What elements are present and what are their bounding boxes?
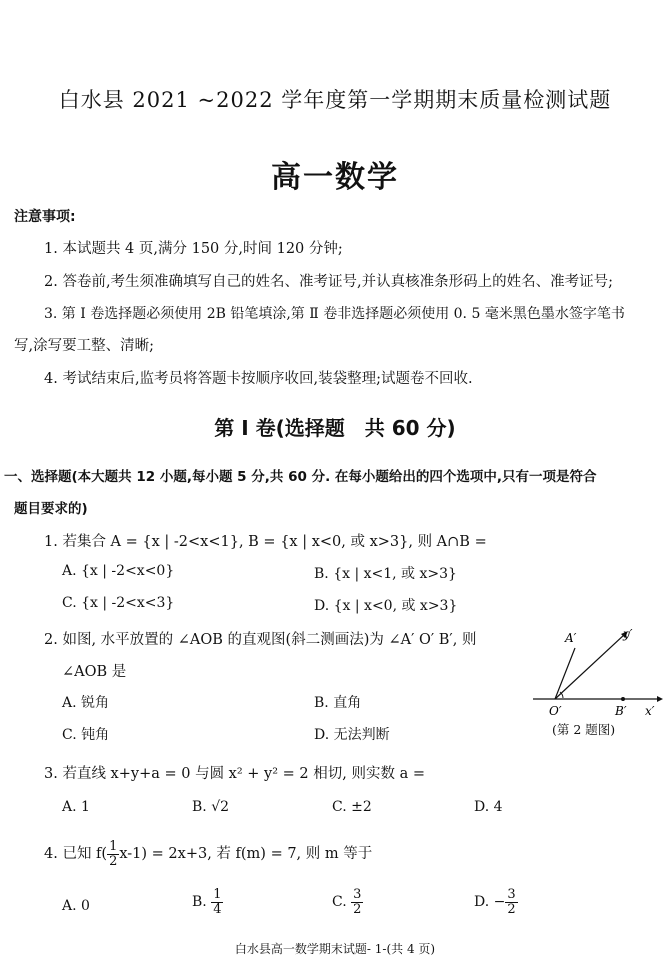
q4-option-c-fraction (351, 888, 363, 916)
q2-option-d: D. 无法判断 (314, 727, 390, 743)
q4-b-den: 4 (213, 901, 222, 917)
subject-title: 高一数学 (271, 160, 399, 195)
q3-option-b: B. √2 (192, 799, 230, 815)
notice-item-1: 1. 本试题共 4 页,满分 150 分,时间 120 分钟; (44, 241, 343, 257)
q1-option-b: B. {x | x<1, 或 x>3} (314, 566, 457, 582)
q2-stem-line2: ∠AOB 是 (62, 664, 127, 680)
label-x: x′ (645, 704, 655, 718)
q4-option-c-prefix: C. (332, 894, 347, 911)
q4-option-a: A. 0 (62, 898, 90, 914)
q1-option-c: C. {x | -2<x<3} (62, 595, 175, 611)
q4-frac-num: 1 (109, 839, 118, 854)
ray-oa-line (555, 648, 575, 699)
q3-option-a: A. 1 (62, 799, 90, 815)
notice-item-2: 2. 答卷前,考生须准确填写自己的姓名、准考证号,并认真核准条形码上的姓名、准考证号; (44, 274, 614, 290)
q4-c-den: 2 (353, 901, 362, 917)
section-title: 第 Ⅰ 卷(选择题 共 60 分) (214, 416, 456, 440)
q1-option-a: A. {x | -2<x<0} (62, 563, 175, 579)
q4-option-d (474, 888, 518, 916)
q4-b-num: 1 (213, 887, 222, 902)
q3-option-c: C. ±2 (332, 799, 372, 815)
q2-option-c: C. 钝角 (62, 727, 110, 743)
q1-stem: 1. 若集合 A = {x | -2<x<1}, B = {x | x<0, 或 x>3}, 则 A∩B = (44, 534, 487, 550)
q4-option-d-fraction (505, 888, 517, 916)
q2-option-a: A. 锐角 (62, 695, 110, 711)
page-footer: 白水县高一数学期末试题- 1-(共 4 页) (234, 942, 436, 956)
q3-option-d: D. 4 (474, 799, 503, 815)
angle-arc (560, 692, 563, 698)
q4-d-den: 2 (507, 901, 516, 917)
x-axis-arrow (657, 696, 663, 702)
q4-stem-pre: 4. 已知 f( (44, 846, 108, 863)
label-o: O′ (549, 704, 562, 718)
label-a: A′ (565, 631, 577, 645)
q1-option-d: D. {x | x<0, 或 x>3} (314, 598, 458, 614)
label-y: y′ (623, 627, 633, 641)
point-b (621, 697, 625, 701)
q2-option-b: B. 直角 (314, 695, 362, 711)
notice-item-4: 4. 考试结束后,监考员将答题卡按顺序收回,装袋整理;试题卷不回收. (44, 371, 473, 387)
q4-stem-post: x-1) = 2x+3, 若 f(m) = 7, 则 m 等于 (119, 846, 373, 863)
q3-stem: 3. 若直线 x+y+a = 0 与圆 x² + y² = 2 相切, 则实数 a = (44, 766, 425, 782)
q4-option-b-prefix: B. (192, 894, 207, 911)
notice-heading: 注意事项: (14, 209, 76, 225)
q4-option-d-prefix: D. − (474, 894, 506, 911)
q4-option-c (332, 888, 363, 916)
exam-title: 白水县 2021 ~2022 学年度第一学期期末质量检测试题 (58, 88, 612, 112)
q4-stem-fraction (107, 840, 119, 868)
label-b: B′ (615, 704, 627, 718)
q4-d-num: 3 (507, 887, 516, 902)
q2-figure-caption: (第 2 题图) (552, 722, 616, 737)
part-intro-line2: 题目要求的) (14, 501, 88, 517)
q4-option-b-fraction (211, 888, 223, 916)
notice-item-3: 3. 第 Ⅰ 卷选择题必须使用 2B 铅笔填涂,第 Ⅱ 卷非选择题必须使用 0. 5 毫米黑色墨水签字笔书 (44, 306, 625, 322)
q2-figure (525, 618, 665, 718)
q4-stem (44, 840, 372, 868)
notice-item-3-cont: 写,涂写要工整、清晰; (14, 338, 154, 354)
q4-frac-den: 2 (109, 853, 118, 869)
q4-c-num: 3 (353, 887, 362, 902)
part-intro-line1: 一、选择题(本大题共 12 小题,每小题 5 分,共 60 分. 在每小题给出的四个选项中,只有一项是符合 (4, 469, 597, 485)
q4-option-b (192, 888, 223, 916)
q2-stem-line1: 2. 如图, 水平放置的 ∠AOB 的直观图(斜二测画法)为 ∠A′ O′ B′, 则 (44, 632, 477, 648)
